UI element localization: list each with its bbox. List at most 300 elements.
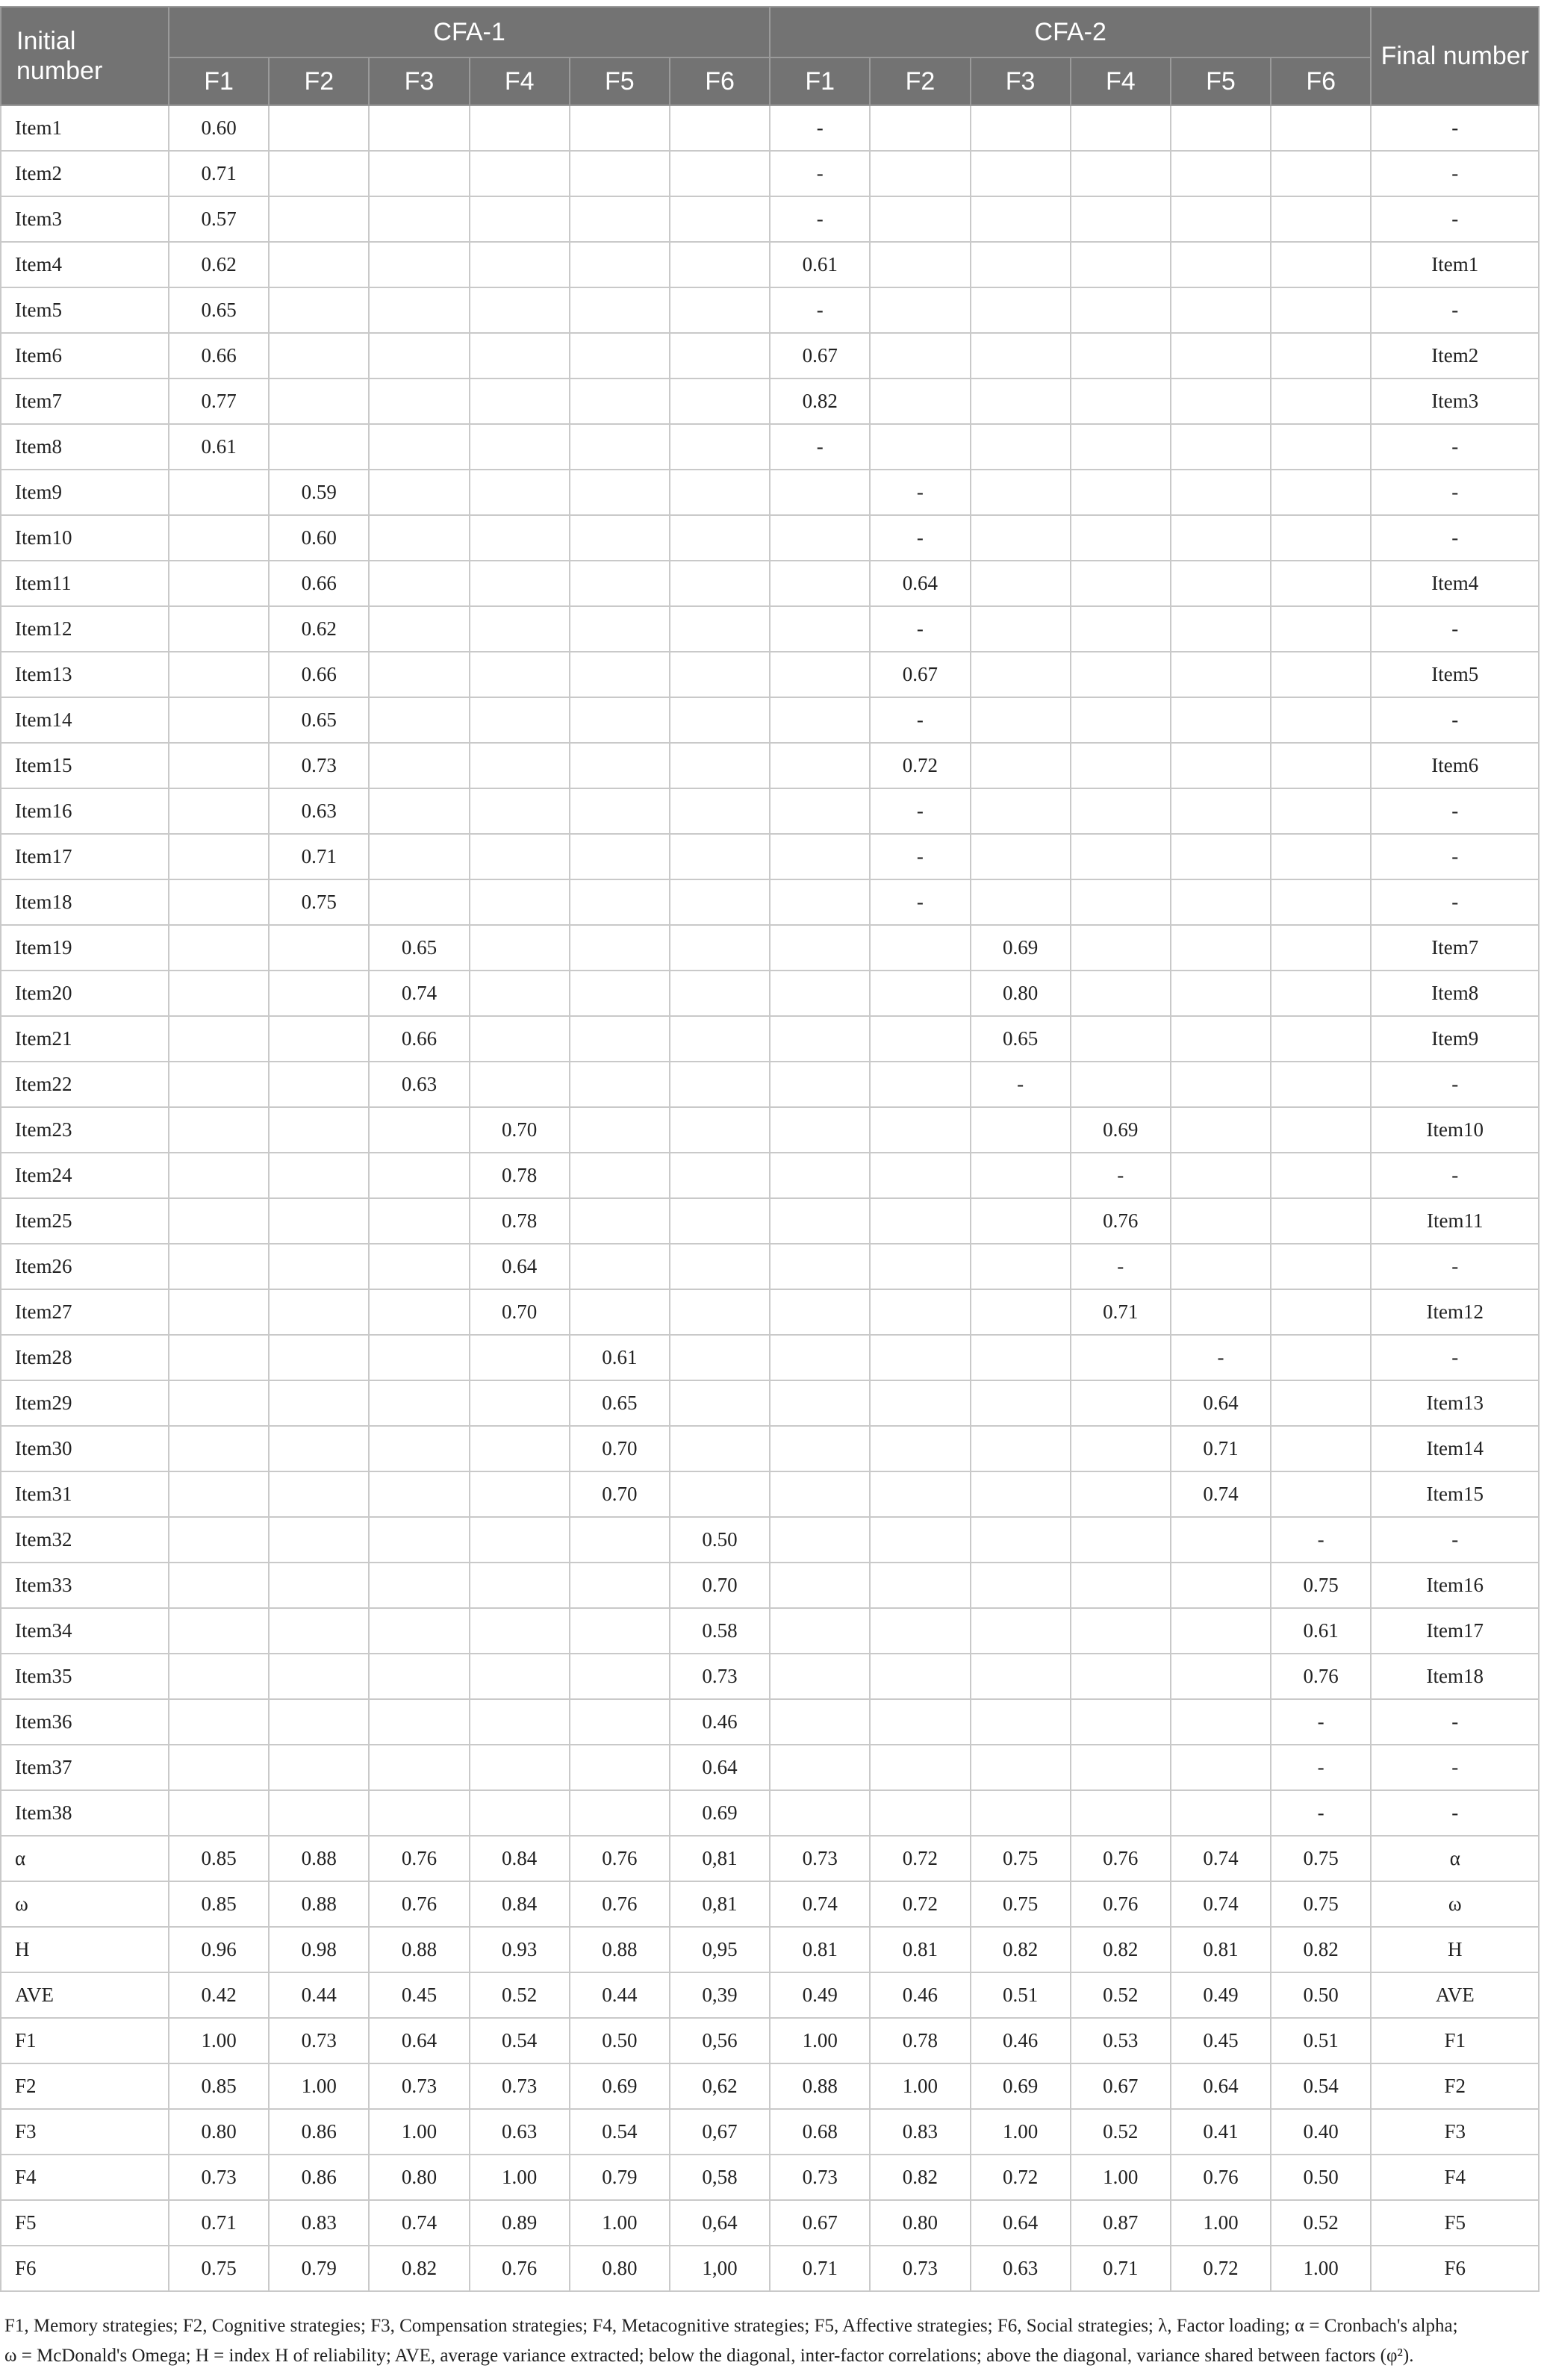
cfa1-f3-cell: 0.76	[369, 1881, 469, 1927]
cfa2-f3-cell	[971, 470, 1071, 515]
cfa1-f6-cell	[670, 242, 770, 287]
cfa1-f3-cell	[369, 1107, 469, 1153]
cfa2-f1-cell: 0.67	[770, 333, 870, 379]
final-number-cell: -	[1371, 287, 1539, 333]
cfa2-f1-cell: 0.73	[770, 2155, 870, 2200]
table-row	[1, 1836, 1539, 1881]
cfa1-f6-cell	[670, 561, 770, 606]
cfa2-f2-cell	[870, 1654, 970, 1699]
cfa2-f1-cell: -	[770, 196, 870, 242]
cfa2-f6-cell: 0.82	[1271, 1927, 1371, 1972]
row-label: Item18	[1, 879, 169, 925]
cfa1-f3-cell	[369, 470, 469, 515]
cfa2-f4-cell	[1071, 242, 1171, 287]
cfa1-f5-cell	[570, 561, 670, 606]
cfa1-f3-cell: 1.00	[369, 2109, 469, 2155]
cfa1-f5-cell	[570, 242, 670, 287]
cfa2-f1-cell	[770, 788, 870, 834]
cfa2-f6-cell	[1271, 1471, 1371, 1517]
cfa2-f4-cell	[1071, 515, 1171, 561]
table-row	[1, 1972, 1539, 2018]
cfa2-f4-cell	[1071, 1517, 1171, 1563]
cfa2-f5-cell	[1171, 1517, 1271, 1563]
cfa2-f4-cell	[1071, 1699, 1171, 1745]
cfa2-f5-cell	[1171, 879, 1271, 925]
table-row	[1, 2155, 1539, 2200]
cfa1-f4-cell	[470, 1062, 570, 1107]
cfa1-f6-cell	[670, 606, 770, 652]
cfa1-f3-cell	[369, 151, 469, 196]
cfa1-f6-cell	[670, 925, 770, 971]
cfa1-f3-cell	[369, 606, 469, 652]
cfa1-f1-cell: 0.65	[169, 287, 269, 333]
cfa1-f1-cell	[169, 1198, 269, 1244]
cfa2-f1-cell	[770, 606, 870, 652]
cfa2-f4-cell	[1071, 1790, 1171, 1836]
cfa2-f2-cell	[870, 424, 970, 470]
cfa2-f1-cell: 0.74	[770, 1881, 870, 1927]
cfa1-f5-cell	[570, 697, 670, 743]
table-row	[1, 652, 1539, 697]
header-cfa1: CFA-1	[169, 7, 770, 57]
cfa2-f3-cell	[971, 379, 1071, 424]
cfa2-f3-cell	[971, 196, 1071, 242]
cfa2-f2-cell	[870, 105, 970, 151]
cfa1-f6-cell: 0,81	[670, 1836, 770, 1881]
row-label: Item38	[1, 1790, 169, 1836]
cfa1-f5-cell	[570, 333, 670, 379]
cfa1-f1-cell	[169, 1153, 269, 1198]
cfa1-f3-cell	[369, 788, 469, 834]
cfa2-f4-cell: 0.71	[1071, 1289, 1171, 1335]
cfa1-f1-cell	[169, 1563, 269, 1608]
cfa1-f4-cell: 0.84	[470, 1836, 570, 1881]
cfa2-f2-cell	[870, 1153, 970, 1198]
cfa1-f2-cell: 0.65	[269, 697, 369, 743]
table-row	[1, 561, 1539, 606]
final-number-cell: Item18	[1371, 1654, 1539, 1699]
final-number-cell: Item17	[1371, 1608, 1539, 1654]
cfa2-f5-cell: 0.41	[1171, 2109, 1271, 2155]
cfa2-f2-cell: 0.83	[870, 2109, 970, 2155]
final-number-cell: Item15	[1371, 1471, 1539, 1517]
cfa1-f3-cell	[369, 834, 469, 879]
cfa1-f4-cell	[470, 151, 570, 196]
cfa1-f1-cell	[169, 1790, 269, 1836]
cfa1-f2-cell	[269, 1244, 369, 1289]
cfa2-f3-cell	[971, 1471, 1071, 1517]
table-row	[1, 743, 1539, 788]
row-label: F6	[1, 2246, 169, 2291]
cfa2-f3-cell	[971, 1289, 1071, 1335]
final-number-cell: -	[1371, 879, 1539, 925]
cfa1-f4-cell	[470, 105, 570, 151]
cfa2-f3-cell: 0.63	[971, 2246, 1071, 2291]
cfa2-f1-cell: 0.71	[770, 2246, 870, 2291]
table-row	[1, 515, 1539, 561]
cfa2-f6-cell: -	[1271, 1790, 1371, 1836]
cfa1-f6-cell	[670, 743, 770, 788]
cfa1-f4-cell	[470, 1654, 570, 1699]
cfa1-f4-cell: 1.00	[470, 2155, 570, 2200]
table-row	[1, 1654, 1539, 1699]
cfa1-f4-cell: 0.89	[470, 2200, 570, 2246]
cfa2-f5-cell	[1171, 1563, 1271, 1608]
cfa1-f1-cell: 0.71	[169, 151, 269, 196]
final-number-cell: F5	[1371, 2200, 1539, 2246]
cfa2-f4-cell: 0.76	[1071, 1198, 1171, 1244]
table-body	[1, 105, 1539, 2291]
cfa1-f2-cell	[269, 242, 369, 287]
cfa2-f5-cell	[1171, 1608, 1271, 1654]
cfa1-f2-cell	[269, 379, 369, 424]
cfa1-f4-cell	[470, 1426, 570, 1471]
cfa1-f5-cell	[570, 1153, 670, 1198]
cfa1-f6-cell	[670, 834, 770, 879]
cfa1-f6-cell: 0.50	[670, 1517, 770, 1563]
cfa1-f4-cell	[470, 925, 570, 971]
cfa1-f2-cell: 0.63	[269, 788, 369, 834]
cfa2-f3-cell: 0.64	[971, 2200, 1071, 2246]
cfa1-f5-cell	[570, 287, 670, 333]
cfa2-f1-cell	[770, 1335, 870, 1380]
final-number-cell: -	[1371, 1062, 1539, 1107]
final-number-cell: Item10	[1371, 1107, 1539, 1153]
cfa2-f2-cell: -	[870, 879, 970, 925]
cfa2-f2-cell	[870, 1471, 970, 1517]
cfa1-f1-cell	[169, 470, 269, 515]
cfa2-f6-cell	[1271, 242, 1371, 287]
cfa1-f1-cell	[169, 1517, 269, 1563]
cfa1-f5-cell	[570, 151, 670, 196]
cfa1-f3-cell	[369, 1289, 469, 1335]
cfa1-f4-cell	[470, 1745, 570, 1790]
cfa1-f6-cell	[670, 105, 770, 151]
cfa1-f1-cell	[169, 1426, 269, 1471]
cfa2-f4-cell	[1071, 379, 1171, 424]
cfa1-f4-cell	[470, 1335, 570, 1380]
cfa1-f2-cell	[269, 1426, 369, 1471]
cfa1-f5-cell	[570, 1244, 670, 1289]
cfa1-f2-cell	[269, 1289, 369, 1335]
row-label: H	[1, 1927, 169, 1972]
final-number-cell: F2	[1371, 2063, 1539, 2109]
final-number-cell: -	[1371, 105, 1539, 151]
cfa2-f6-cell	[1271, 196, 1371, 242]
cfa1-f3-cell	[369, 1153, 469, 1198]
cfa2-f2-cell: 0.64	[870, 561, 970, 606]
cfa2-f1-cell: 0.81	[770, 1927, 870, 1972]
table-row	[1, 697, 1539, 743]
cfa2-f2-cell: 0.72	[870, 1836, 970, 1881]
table-row	[1, 1563, 1539, 1608]
row-label: F2	[1, 2063, 169, 2109]
table-row	[1, 1471, 1539, 1517]
cfa2-f4-cell	[1071, 1745, 1171, 1790]
header-cfa2-f4: F4	[1071, 57, 1171, 105]
header-cfa1-f4: F4	[470, 57, 570, 105]
cfa1-f2-cell: 0.86	[269, 2109, 369, 2155]
cfa2-f1-cell	[770, 1790, 870, 1836]
cfa2-f5-cell	[1171, 743, 1271, 788]
cfa2-f6-cell: 0.76	[1271, 1654, 1371, 1699]
cfa2-f3-cell	[971, 1107, 1071, 1153]
cfa1-f3-cell: 0.64	[369, 2018, 469, 2063]
cfa1-f4-cell	[470, 606, 570, 652]
cfa2-f5-cell: 1.00	[1171, 2200, 1271, 2246]
cfa1-f5-cell	[570, 1563, 670, 1608]
row-label: Item8	[1, 424, 169, 470]
cfa1-f3-cell	[369, 1335, 469, 1380]
cfa1-f3-cell	[369, 1563, 469, 1608]
cfa1-f5-cell: 0.80	[570, 2246, 670, 2291]
cfa1-f5-cell: 0.54	[570, 2109, 670, 2155]
cfa1-f6-cell: 0.46	[670, 1699, 770, 1745]
cfa1-f4-cell: 0.78	[470, 1153, 570, 1198]
cfa1-f5-cell	[570, 424, 670, 470]
cfa2-f3-cell	[971, 1426, 1071, 1471]
row-label: Item33	[1, 1563, 169, 1608]
cfa2-f4-cell	[1071, 424, 1171, 470]
final-number-cell: Item12	[1371, 1289, 1539, 1335]
cfa2-f3-cell: 0.75	[971, 1836, 1071, 1881]
cfa2-f4-cell	[1071, 1426, 1171, 1471]
row-label: Item6	[1, 333, 169, 379]
final-number-cell: Item3	[1371, 379, 1539, 424]
final-number-cell: Item14	[1371, 1426, 1539, 1471]
cfa1-f5-cell	[570, 788, 670, 834]
cfa1-f1-cell	[169, 788, 269, 834]
cfa1-f3-cell: 0.80	[369, 2155, 469, 2200]
cfa2-f6-cell	[1271, 788, 1371, 834]
cfa1-f4-cell: 0.78	[470, 1198, 570, 1244]
cfa2-f6-cell: -	[1271, 1745, 1371, 1790]
row-label: Item14	[1, 697, 169, 743]
cfa2-f1-cell	[770, 1107, 870, 1153]
header-cfa2-f5: F5	[1171, 57, 1271, 105]
cfa2-f2-cell: -	[870, 515, 970, 561]
cfa1-f4-cell	[470, 1608, 570, 1654]
cfa1-f6-cell: 0,39	[670, 1972, 770, 2018]
cfa1-f1-cell: 0.75	[169, 2246, 269, 2291]
cfa1-f3-cell	[369, 242, 469, 287]
cfa2-f4-cell	[1071, 652, 1171, 697]
cfa2-f4-cell: 0.52	[1071, 1972, 1171, 2018]
cfa2-f5-cell	[1171, 1244, 1271, 1289]
cfa1-f3-cell	[369, 1198, 469, 1244]
row-label: Item10	[1, 515, 169, 561]
cfa2-f4-cell	[1071, 1608, 1171, 1654]
cfa1-f6-cell	[670, 788, 770, 834]
cfa2-f2-cell	[870, 1335, 970, 1380]
cfa1-f3-cell	[369, 743, 469, 788]
final-number-cell: Item2	[1371, 333, 1539, 379]
cfa2-f4-cell	[1071, 834, 1171, 879]
cfa2-f5-cell	[1171, 333, 1271, 379]
cfa2-f5-cell: 0.76	[1171, 2155, 1271, 2200]
cfa2-f1-cell	[770, 1244, 870, 1289]
cfa1-f4-cell	[470, 1517, 570, 1563]
cfa2-f2-cell: -	[870, 788, 970, 834]
cfa2-f2-cell	[870, 1198, 970, 1244]
cfa1-f2-cell: 0.60	[269, 515, 369, 561]
cfa1-f3-cell: 0.88	[369, 1927, 469, 1972]
row-label: Item30	[1, 1426, 169, 1471]
cfa1-f5-cell	[570, 925, 670, 971]
cfa2-f1-cell: 0.61	[770, 242, 870, 287]
cfa1-f2-cell: 0.83	[269, 2200, 369, 2246]
table-row	[1, 242, 1539, 287]
cfa2-f4-cell: 0.76	[1071, 1836, 1171, 1881]
cfa1-f1-cell: 0.73	[169, 2155, 269, 2200]
row-label: Item28	[1, 1335, 169, 1380]
table-row	[1, 1335, 1539, 1380]
cfa1-f5-cell: 0.70	[570, 1471, 670, 1517]
cfa2-f2-cell	[870, 1289, 970, 1335]
cfa1-f6-cell: 0.64	[670, 1745, 770, 1790]
cfa1-f4-cell	[470, 515, 570, 561]
footnote-line-2: ω = McDonald's Omega; H = index H of reliability; AVE, average variance extracted; below the diagonal, inter-factor correlations; above the diagonal, variance shared between factors (φ²).	[4, 2346, 1414, 2366]
cfa1-f5-cell	[570, 105, 670, 151]
cfa2-f3-cell: 0.46	[971, 2018, 1071, 2063]
cfa2-f1-cell	[770, 1016, 870, 1062]
cfa2-f5-cell	[1171, 515, 1271, 561]
cfa2-f6-cell	[1271, 1335, 1371, 1380]
cfa1-f4-cell: 0.76	[470, 2246, 570, 2291]
cfa1-f1-cell	[169, 606, 269, 652]
cfa2-f1-cell	[770, 834, 870, 879]
cfa2-f3-cell	[971, 424, 1071, 470]
cfa1-f5-cell: 0.65	[570, 1380, 670, 1426]
cfa2-f6-cell	[1271, 925, 1371, 971]
cfa2-f6-cell: 0.75	[1271, 1836, 1371, 1881]
cfa2-f6-cell: -	[1271, 1699, 1371, 1745]
row-label: F3	[1, 2109, 169, 2155]
cfa2-f4-cell	[1071, 697, 1171, 743]
final-number-cell: F3	[1371, 2109, 1539, 2155]
cfa2-f6-cell	[1271, 105, 1371, 151]
cfa1-f3-cell	[369, 697, 469, 743]
cfa2-f5-cell: 0.64	[1171, 2063, 1271, 2109]
cfa1-f5-cell	[570, 1289, 670, 1335]
cfa1-f2-cell	[269, 196, 369, 242]
cfa1-f6-cell	[670, 151, 770, 196]
cfa1-f2-cell: 0.66	[269, 561, 369, 606]
cfa1-f4-cell	[470, 1790, 570, 1836]
cfa1-f5-cell	[570, 1699, 670, 1745]
cfa1-f2-cell: 0.62	[269, 606, 369, 652]
cfa1-f3-cell: 0.66	[369, 1016, 469, 1062]
cfa1-f1-cell	[169, 1745, 269, 1790]
header-cfa2: CFA-2	[770, 7, 1371, 57]
header-cfa2-f6: F6	[1271, 57, 1371, 105]
cfa1-f4-cell	[470, 196, 570, 242]
cfa2-f5-cell	[1171, 1289, 1271, 1335]
cfa1-f1-cell: 0.42	[169, 1972, 269, 2018]
table-row	[1, 1517, 1539, 1563]
cfa2-f2-cell: 0.82	[870, 2155, 970, 2200]
cfa2-f2-cell: 0.46	[870, 1972, 970, 2018]
cfa1-f6-cell	[670, 379, 770, 424]
cfa2-f3-cell: 0.75	[971, 1881, 1071, 1927]
table-row	[1, 1426, 1539, 1471]
cfa1-f5-cell	[570, 1608, 670, 1654]
row-label: Item35	[1, 1654, 169, 1699]
cfa1-f2-cell: 0.86	[269, 2155, 369, 2200]
cfa2-f4-cell	[1071, 287, 1171, 333]
cfa2-f2-cell: 0.72	[870, 1881, 970, 1927]
cfa2-f4-cell: 0.67	[1071, 2063, 1171, 2109]
cfa1-f4-cell	[470, 834, 570, 879]
cfa1-f2-cell: 0.98	[269, 1927, 369, 1972]
cfa1-f2-cell	[269, 1198, 369, 1244]
cfa2-f2-cell	[870, 333, 970, 379]
cfa2-f5-cell: 0.49	[1171, 1972, 1271, 2018]
cfa1-f1-cell	[169, 925, 269, 971]
cfa1-f3-cell	[369, 515, 469, 561]
cfa1-f4-cell: 0.64	[470, 1244, 570, 1289]
cfa2-f3-cell: 0.80	[971, 971, 1071, 1016]
cfa1-f6-cell: 0.73	[670, 1654, 770, 1699]
cfa2-f6-cell: 0.61	[1271, 1608, 1371, 1654]
row-label: Item13	[1, 652, 169, 697]
cfa2-f5-cell: 0.74	[1171, 1881, 1271, 1927]
cfa2-f2-cell: 0.73	[870, 2246, 970, 2291]
cfa1-f5-cell: 0.69	[570, 2063, 670, 2109]
table-row	[1, 2109, 1539, 2155]
cfa1-f6-cell	[670, 1198, 770, 1244]
cfa1-f3-cell	[369, 379, 469, 424]
cfa2-f1-cell	[770, 652, 870, 697]
cfa2-f2-cell	[870, 242, 970, 287]
cfa1-f2-cell	[269, 1790, 369, 1836]
cfa1-f1-cell	[169, 1062, 269, 1107]
cfa1-f2-cell	[269, 1608, 369, 1654]
final-number-cell: -	[1371, 834, 1539, 879]
table-row	[1, 1380, 1539, 1426]
cfa1-f6-cell	[670, 1244, 770, 1289]
cfa1-f3-cell: 0.63	[369, 1062, 469, 1107]
cfa1-f1-cell	[169, 1107, 269, 1153]
cfa2-f3-cell: 0.69	[971, 925, 1071, 971]
cfa1-f3-cell	[369, 1380, 469, 1426]
cfa1-f3-cell	[369, 1790, 469, 1836]
cfa1-f5-cell	[570, 379, 670, 424]
table-footnote	[4, 2311, 1535, 2371]
cfa1-f5-cell: 0.79	[570, 2155, 670, 2200]
cfa1-f2-cell	[269, 1699, 369, 1745]
cfa2-f3-cell	[971, 333, 1071, 379]
cfa2-f6-cell	[1271, 1380, 1371, 1426]
cfa2-f1-cell	[770, 561, 870, 606]
cfa1-f2-cell	[269, 1062, 369, 1107]
cfa2-f4-cell: 0.71	[1071, 2246, 1171, 2291]
cfa1-f3-cell	[369, 1244, 469, 1289]
cfa1-f6-cell	[670, 1107, 770, 1153]
header-cfa1-f2: F2	[269, 57, 369, 105]
cfa2-f2-cell: 0.78	[870, 2018, 970, 2063]
cfa1-f6-cell	[670, 1062, 770, 1107]
cfa1-f5-cell	[570, 1654, 670, 1699]
cfa1-f6-cell	[670, 196, 770, 242]
cfa1-f6-cell: 0,81	[670, 1881, 770, 1927]
cfa2-f5-cell	[1171, 379, 1271, 424]
cfa2-f6-cell: -	[1271, 1517, 1371, 1563]
table-row	[1, 1608, 1539, 1654]
cfa2-f4-cell	[1071, 879, 1171, 925]
cfa2-f6-cell	[1271, 151, 1371, 196]
table-row	[1, 151, 1539, 196]
